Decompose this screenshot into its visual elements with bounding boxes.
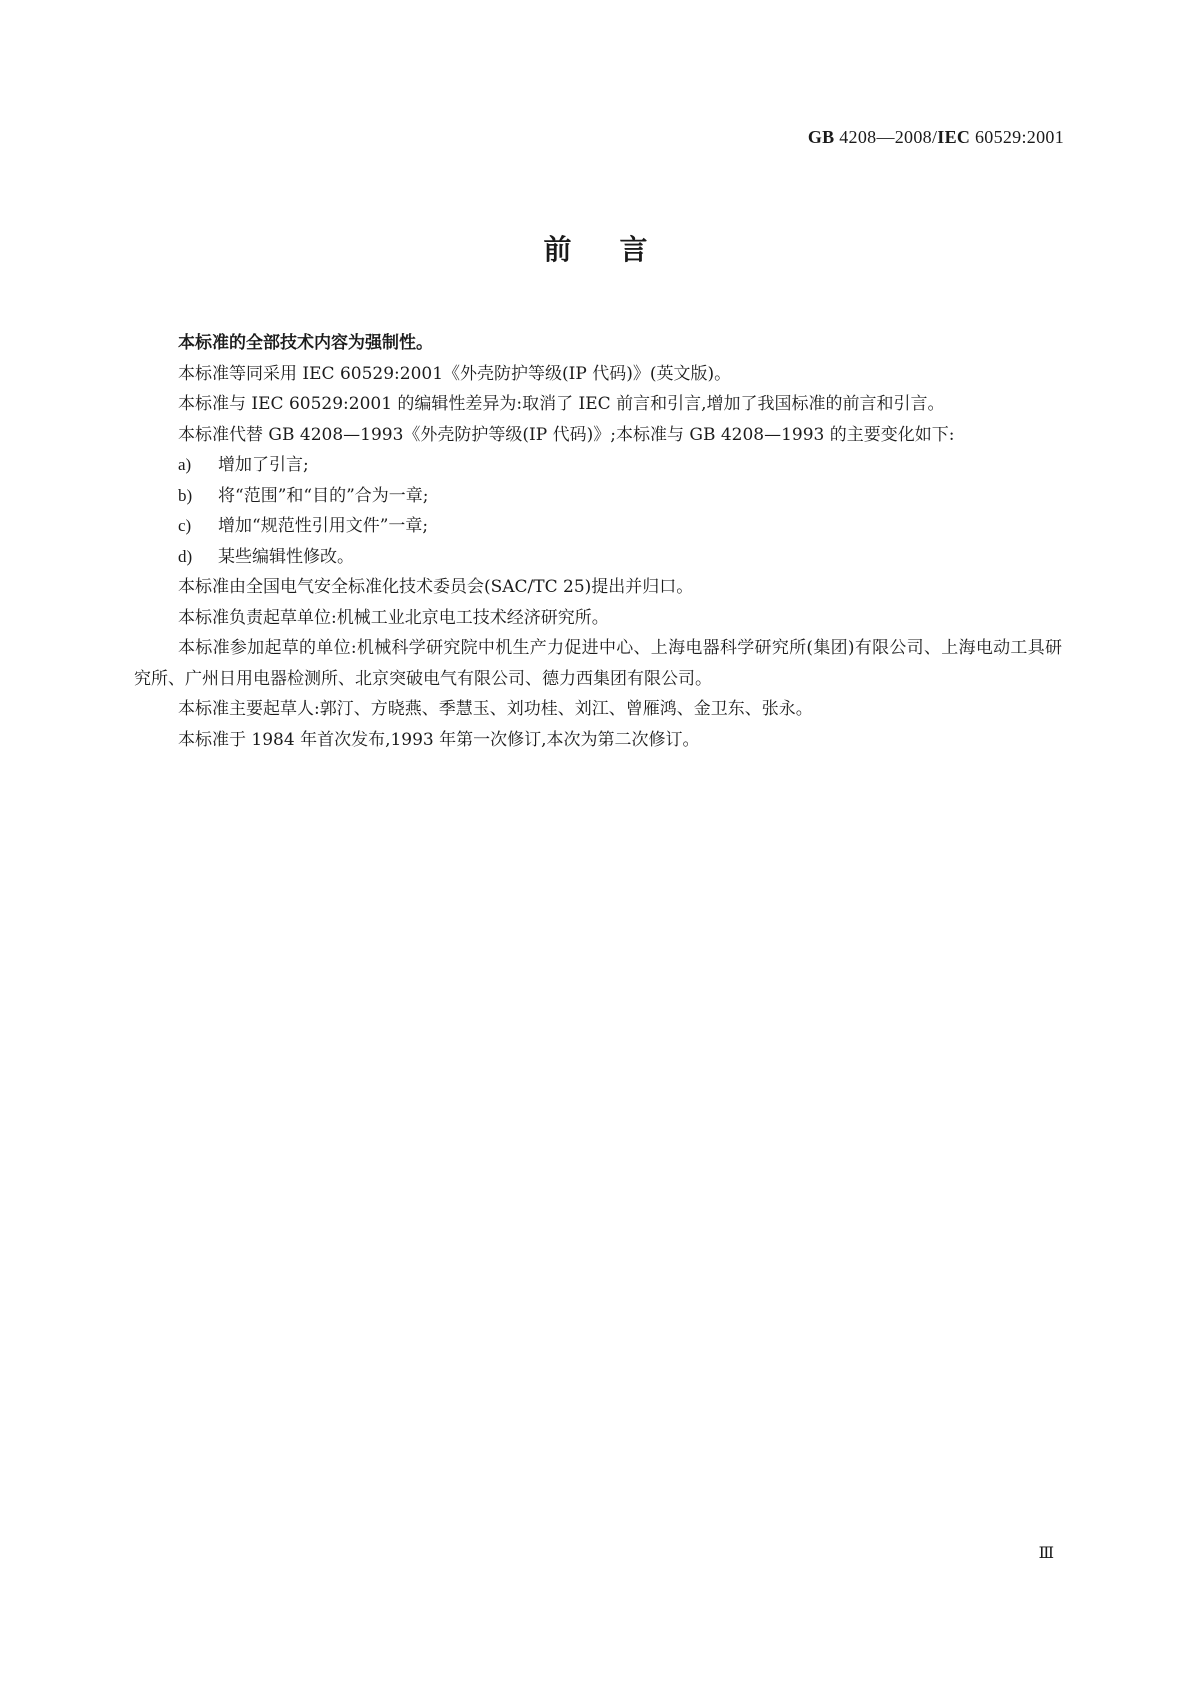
standard-code-suffix: 60529:2001 — [970, 127, 1064, 147]
paragraph-main-drafters: 本标准主要起草人:郭汀、方晓燕、季慧玉、刘功桂、刘江、曾雁鸿、金卫东、张永。 — [178, 699, 813, 719]
list-item-text: 某些编辑性修改。 — [218, 546, 354, 567]
list-marker: a) — [178, 455, 192, 474]
list-item-text: 将“范围”和“目的”合为一章; — [218, 485, 429, 506]
page-number: Ⅲ — [1038, 1545, 1054, 1562]
paragraph-adoption: 本标准等同采用 IEC 60529:2001《外壳防护等级(IP 代码)》(英文版)。 — [178, 363, 732, 384]
list-item — [134, 511, 1062, 542]
paragraph-proposer: 本标准由全国电气安全标准化技术委员会(SAC/TC 25)提出并归口。 — [178, 577, 694, 597]
paragraph-history: 本标准于 1984 年首次发布,1993 年第一次修订,本次为第二次修订。 — [178, 729, 700, 750]
mandatory-statement: 本标准的全部技术内容为强制性。 — [178, 333, 433, 353]
standard-code-iec: IEC — [937, 127, 971, 147]
list-item — [134, 542, 1062, 573]
list-marker: c) — [178, 516, 192, 535]
standard-code-main: 4208—2008/ — [834, 127, 938, 147]
foreword-body — [134, 328, 1062, 755]
paragraph-lead-drafter: 本标准负责起草单位:机械工业北京电工技术经济研究所。 — [178, 607, 609, 628]
paragraph-editorial-differences: 本标准与 IEC 60529:2001 的编辑性差异为:取消了 IEC 前言和引言,增加了我国标准的前言和引言。 — [178, 394, 945, 414]
list-item — [134, 481, 1062, 512]
list-item-text: 增加了引言; — [218, 455, 309, 475]
standard-code-header — [808, 127, 1064, 148]
paragraph-replacement: 本标准代替 GB 4208—1993《外壳防护等级(IP 代码)》;本标准与 GB 4208—1993 的主要变化如下: — [178, 424, 955, 445]
page-title: 前言 — [543, 233, 696, 266]
list-item-text: 增加“规范性引用文件”一章; — [218, 516, 429, 536]
standard-code-prefix: GB — [807, 127, 835, 147]
list-marker: d) — [178, 546, 193, 566]
list-item — [134, 450, 1062, 481]
paragraph-participating-drafters: 本标准参加起草的单位:机械科学研究院中机生产力促进中心、上海电器科学研究所(集团)有限公司、上海电动工具研究所、广州日用电器检测所、北京突破电气有限公司、德力西集团有限公司。 — [134, 638, 1062, 689]
list-marker: b) — [178, 485, 193, 505]
